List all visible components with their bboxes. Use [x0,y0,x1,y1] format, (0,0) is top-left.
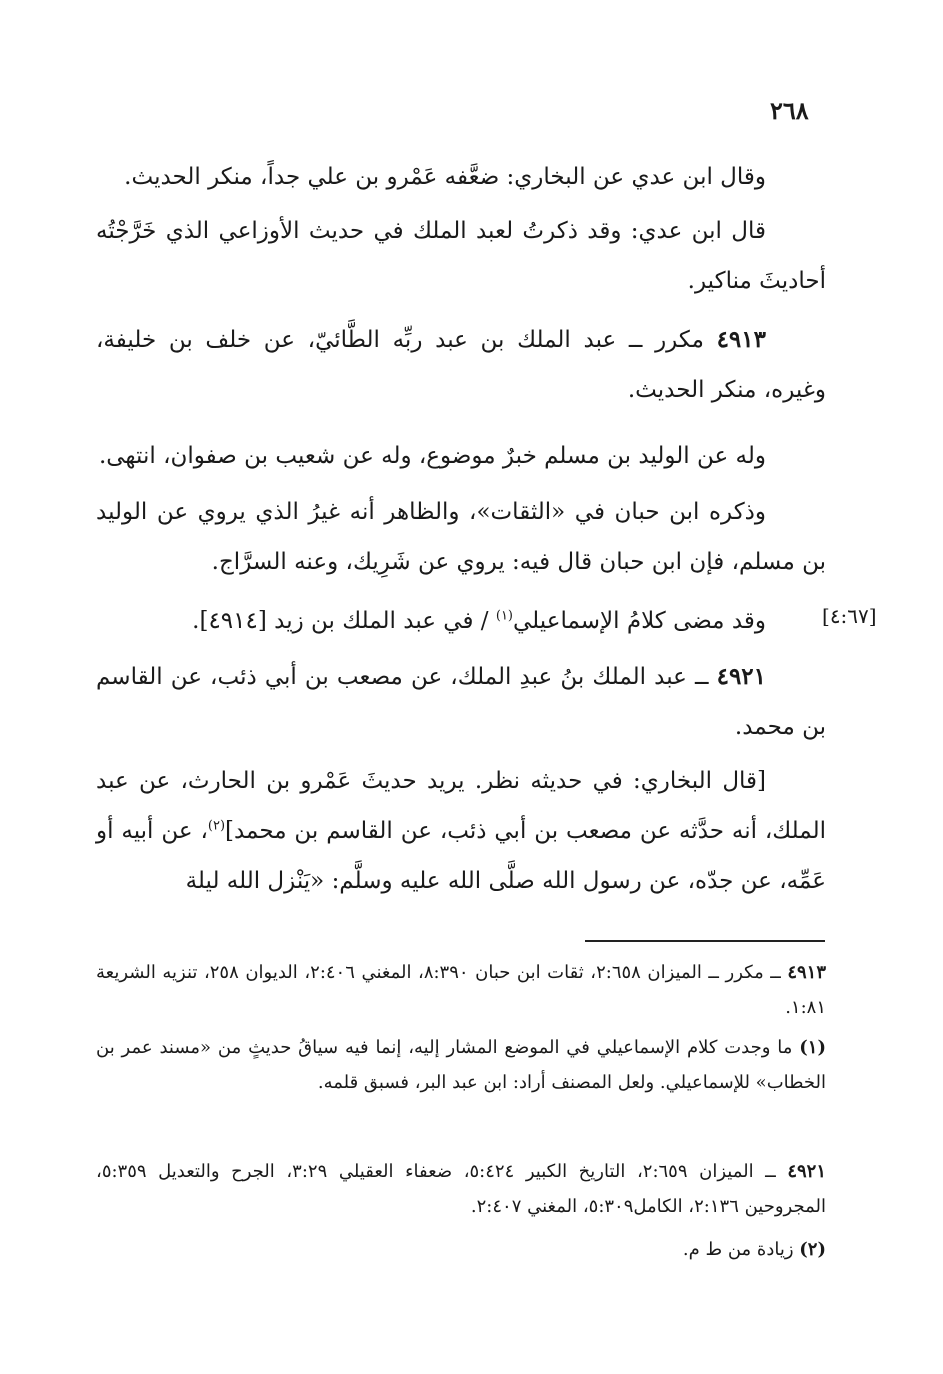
footnote-2: (٢) زيادة من ط م. [682,1239,826,1260]
footnote-1: (١) ما وجدت كلام الإسماعيلي في الموضع المشار إليه، إنما فيه سياقُ حديثٍ من «مسند عمر بن الخطاب» للإسماعيلي. ولعل المصنف أراد: ابن عبد البر، فسبق قلمه. [96,1037,826,1093]
entry-number: ٤٩١٣ [716,326,766,353]
paragraph-walid-khabar: وله عن الوليد بن مسلم خبرٌ موضوع، وله عن شعيب بن صفوان، انتهى. [98,443,766,469]
paragraph-ibn-hibban: وذكره ابن حبان في «الثقات»، والظاهر أنه غيرُ الذي يروي عن الوليد بن مسلم، فإن ابن حبان قال فيه: يروي عن شَرِيك، وعنه السرَّاج. [96,499,826,575]
paragraph-ismaili: وقد مضى كلامُ الإسماعيلي$^{(١)}$ / في عبد الملك بن زيد [٤٩١٤]. [192,608,766,634]
entry-number: ٤٩٢١ [716,663,767,690]
footnote-4913: ٤٩١٣ ــ مكرر ــ الميزان ٢:٦٥٨، ثقات ابن حبان ٨:٣٩٠، المغني ٢:٤٠٦، الديوان ٢٥٨، تنزيه الشريعة ١:٨١. [96,962,827,1018]
paragraph-bukhari-nazar: [قال البخاري: في حديثه نظر. يريد حديثَ عَمْرو بن الحارث، عن عبد الملك، أنه حدَّثه عن مصعب بن أبي ذئب، عن القاسم بن محمد]$^{(٢)}$، عن أبيه أو عَمِّه، عن جدّه، عن رسول الله صلَّى الله عليه وسلَّم: «يَنْزل الله ليلة [96,768,826,894]
entry-text: مكرر ــ عبد الملك بن عبد ربِّه الطَّائيّ، عن خلف بن خليفة، وغيره، منكر الحديث. [96,327,826,403]
paragraph-ibn-adi-note: قال ابن عدي: وقد ذكرتُ لعبد الملك في حديث الأوزاعي الذي خَرَّجْتُه أحاديثَ مناكير. [96,218,826,294]
entry-text: ــ عبد الملك بنُ عبدِ الملك، عن مصعب بن أبي ذئب، عن القاسم بن محمد. [96,664,826,740]
entry-4913 [96,315,826,415]
page-number: ٢٦٨ [770,96,809,125]
footnote-separator [585,940,825,942]
footnote-4921: ٤٩٢١ ــ الميزان ٢:٦٥٩، التاريخ الكبير ٥:٤٢٤، ضعفاء العقيلي ٣:٢٩، الجرح والتعديل ٥:٣٥٩، المجروحين ٢:١٣٦، الكامل٥:٣٠٩، المغني ٢:٤٠٧. [96,1161,826,1217]
margin-reference: [٤:٦٧] [822,604,877,628]
paragraph-ibn-adi-bukhari: وقال ابن عدي عن البخاري: ضعَّفه عَمْرو بن علي جداً، منكر الحديث. [124,164,766,190]
footnote-ref-1[interactable]: (١) [495,608,513,624]
footnote-ref-2[interactable]: (٢) [207,818,226,834]
entry-4921 [96,652,826,752]
